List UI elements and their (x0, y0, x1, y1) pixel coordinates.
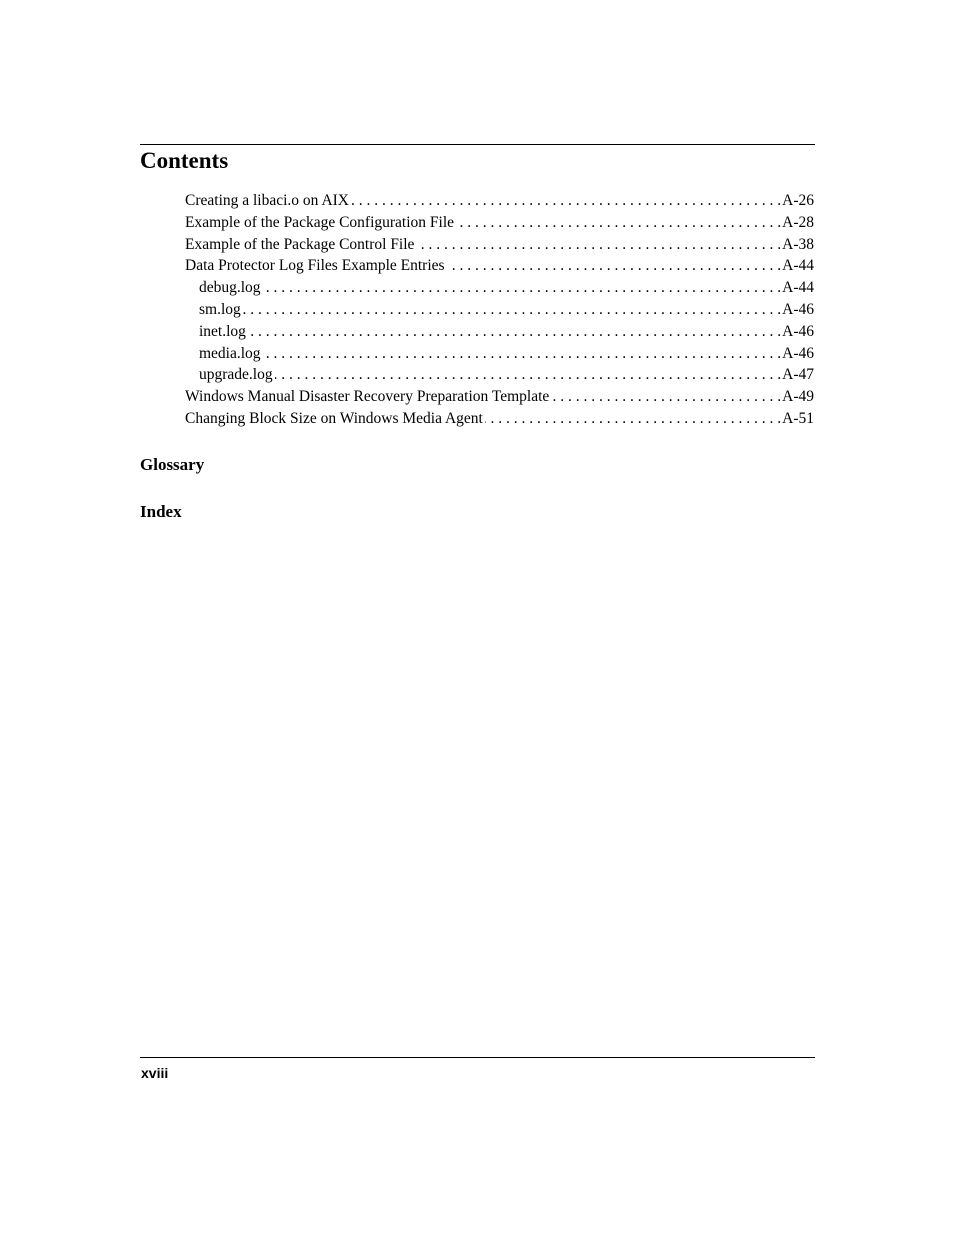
toc-entry-label: inet.log (199, 322, 246, 340)
toc-dot-leader (456, 212, 781, 234)
toc-dot-leader (351, 190, 781, 212)
toc-entry-page: A-38 (782, 235, 814, 253)
toc-dot-leader (447, 255, 782, 277)
footer-rule (140, 1057, 815, 1058)
toc-entry-label: Creating a libaci.o on AIX (185, 192, 349, 209)
page-title: Contents (140, 148, 229, 173)
toc-dot-leader (263, 343, 782, 365)
toc-entry-label: Windows Manual Disaster Recovery Preparation Template (185, 388, 550, 406)
toc-dot-leader (275, 364, 782, 386)
toc-entry-label: debug.log (199, 279, 261, 297)
toc-entry[interactable] (185, 386, 814, 408)
toc-entry[interactable] (199, 321, 814, 343)
index-heading[interactable]: Index (140, 502, 182, 521)
toc-entry-label: media.log (199, 344, 261, 362)
toc-entry[interactable] (185, 212, 814, 234)
toc-dot-leader (485, 408, 781, 430)
toc-entry-page: A-26 (782, 192, 814, 209)
toc-entry-page: A-44 (782, 257, 814, 275)
toc-entry-page: A-28 (782, 213, 814, 231)
toc-entry[interactable] (199, 343, 814, 365)
toc-entry[interactable] (199, 277, 814, 299)
toc-dot-leader (243, 299, 781, 321)
toc-entry-label: upgrade.log (199, 366, 273, 384)
toc-entry-label: Data Protector Log Files Example Entries (185, 257, 445, 275)
toc-entry[interactable] (185, 234, 814, 256)
toc-entry-page: A-51 (782, 409, 814, 427)
toc-entry-label: Changing Block Size on Windows Media Agent (185, 409, 483, 427)
toc-entry-page: A-46 (782, 300, 814, 318)
toc-entry[interactable] (185, 190, 814, 212)
toc-entry-page: A-44 (782, 279, 814, 297)
toc-dot-leader (248, 321, 781, 343)
toc-dot-leader (416, 234, 781, 256)
toc-list (0, 190, 954, 430)
toc-entry-page: A-46 (782, 344, 814, 362)
toc-entry[interactable] (185, 255, 814, 277)
toc-entry-page: A-49 (782, 388, 814, 406)
toc-dot-leader (263, 277, 782, 299)
toc-entry-page: A-47 (782, 366, 814, 384)
toc-entry-label: Example of the Package Control File (185, 235, 415, 253)
top-rule (140, 144, 815, 145)
toc-entry[interactable] (199, 364, 814, 386)
toc-entry[interactable] (199, 299, 814, 321)
toc-dot-leader (551, 386, 781, 408)
page-number: xviii (141, 1065, 169, 1081)
toc-entry-label: sm.log (199, 300, 241, 318)
toc-entry-page: A-46 (782, 322, 814, 340)
glossary-heading[interactable]: Glossary (140, 455, 205, 474)
toc-entry[interactable] (185, 408, 814, 430)
toc-entry-label: Example of the Package Configuration File (185, 213, 455, 231)
